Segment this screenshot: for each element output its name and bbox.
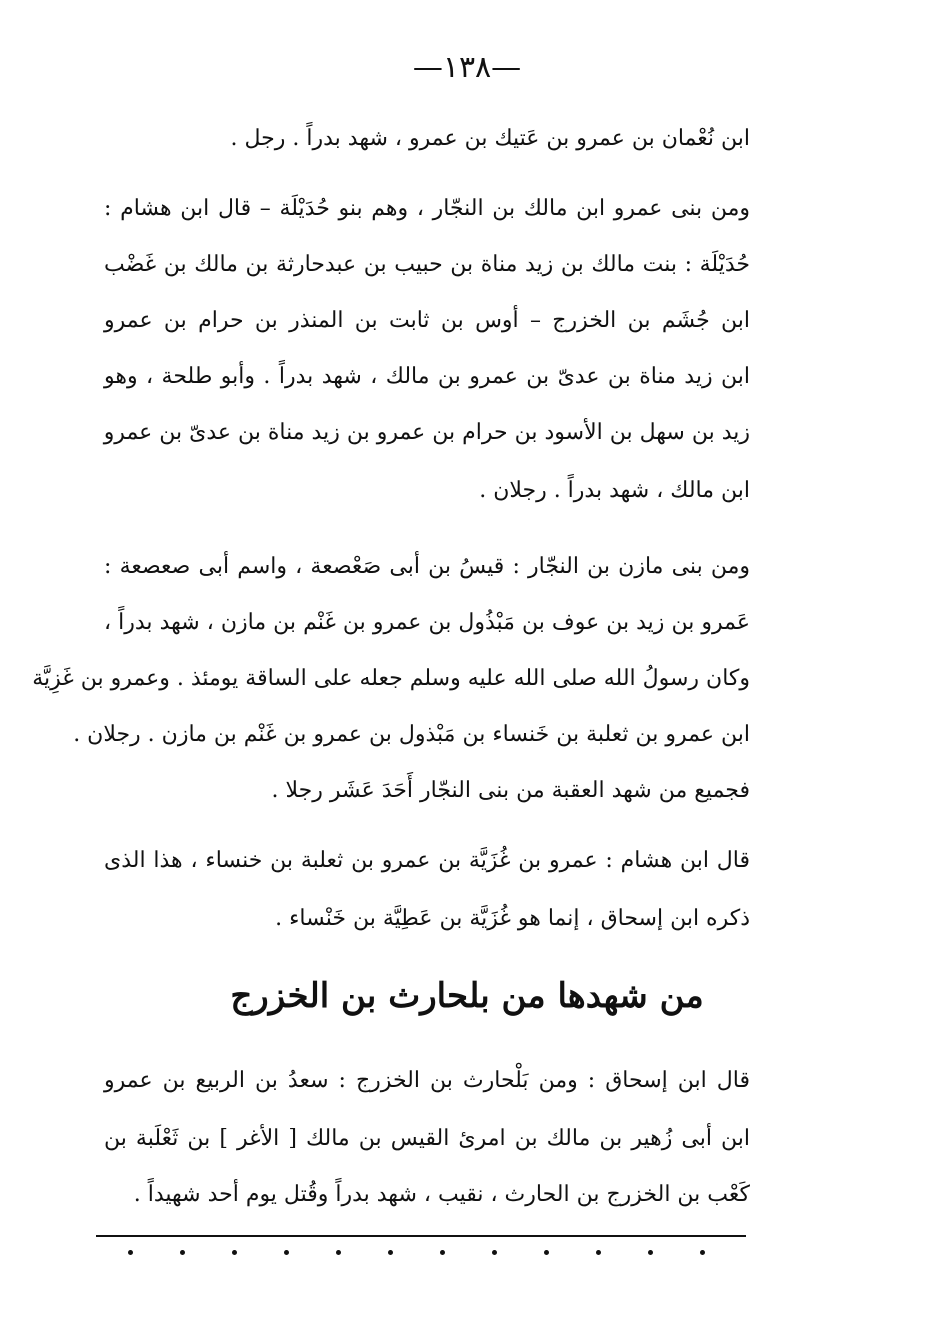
dot bbox=[440, 1250, 445, 1255]
text-line: وكان رسولُ الله صلى الله عليه وسلم جعله على الساقة يومئذ . وعمرو بن غَزِيَّة bbox=[32, 666, 750, 691]
text-line: عَمرو بن زيد بن عوف بن مَبْذُول بن عمرو بن غَنْم بن مازن ، شهد بدراً ، bbox=[104, 610, 750, 635]
section-heading: من شهدها من بلحارث بن الخزرج bbox=[230, 976, 704, 1016]
text-line: ابن جُشَم بن الخزرج – أوس بن ثابت بن المنذر بن حرام بن عمرو bbox=[104, 308, 750, 333]
dot bbox=[180, 1250, 185, 1255]
dot bbox=[128, 1250, 133, 1255]
text-line: قال ابن هشام : عمرو بن غُزَيَّة بن عمرو بن ثعلبة بن خنساء ، هذا الذى bbox=[104, 848, 750, 873]
dot bbox=[648, 1250, 653, 1255]
dot bbox=[388, 1250, 393, 1255]
dot bbox=[232, 1250, 237, 1255]
text-line: زيد بن سهل بن الأسود بن حرام بن عمرو بن زيد مناة بن عدىّ بن عمرو bbox=[103, 420, 750, 445]
footnote-dots bbox=[120, 1250, 740, 1260]
text-line: كَعْب بن الخزرج بن الحارث ، نقيب ، شهد بدراً وقُتل يوم أحد شهيداً . bbox=[133, 1182, 750, 1207]
dot bbox=[492, 1250, 497, 1255]
dot bbox=[336, 1250, 341, 1255]
text-line: ابن زيد مناة بن عدىّ بن عمرو بن مالك ، شهد بدراً . وأبو طلحة ، وهو bbox=[104, 364, 750, 389]
text-line: ومن بنى عمرو ابن مالك بن النجّار ، وهم بنو حُدَيْلَة – قال ابن هشام : bbox=[104, 196, 750, 221]
text-line: حُدَيْلَة : بنت مالك بن زيد مناة بن حبيب بن عبدحارثة بن مالك بن غَضْب bbox=[104, 252, 750, 277]
text-line: فجميع من شهد العقبة من بنى النجّار أَحَدَ عَشَر رجلا . bbox=[271, 778, 750, 803]
dot bbox=[544, 1250, 549, 1255]
text-line: ابن نُعْمان بن عمرو بن عَتيك بن عمرو ، شهد بدراً . رجل . bbox=[230, 126, 750, 151]
page-number: —١٣٨— bbox=[412, 50, 522, 85]
dot bbox=[284, 1250, 289, 1255]
text-line: ابن عمرو بن ثعلبة بن خَنساء بن مَبْذول بن عمرو بن غَنْم بن مازن . رجلان . bbox=[73, 722, 750, 747]
text-line: ذكره ابن إسحاق ، إنما هو غُزَيَّة بن عَطِيَّة بن خَنْساء . bbox=[275, 906, 750, 931]
footnote-rule bbox=[96, 1235, 746, 1237]
text-line: ابن مالك ، شهد بدراً . رجلان . bbox=[479, 478, 750, 503]
dot bbox=[596, 1250, 601, 1255]
text-line: ابن أبى زُهير بن مالك بن امرئ القيس بن مالك [ الأغر ] بن ثَعْلَبة بن bbox=[104, 1126, 750, 1151]
dot bbox=[700, 1250, 705, 1255]
text-line: ومن بنى مازن بن النجّار : قيسُ بن أبى صَعْصعة ، واسم أبى صعصعة : bbox=[104, 554, 750, 579]
text-line: قال ابن إسحاق : ومن بَلْحارث بن الخزرج : سعدُ بن الربيع بن عمرو bbox=[104, 1068, 750, 1093]
